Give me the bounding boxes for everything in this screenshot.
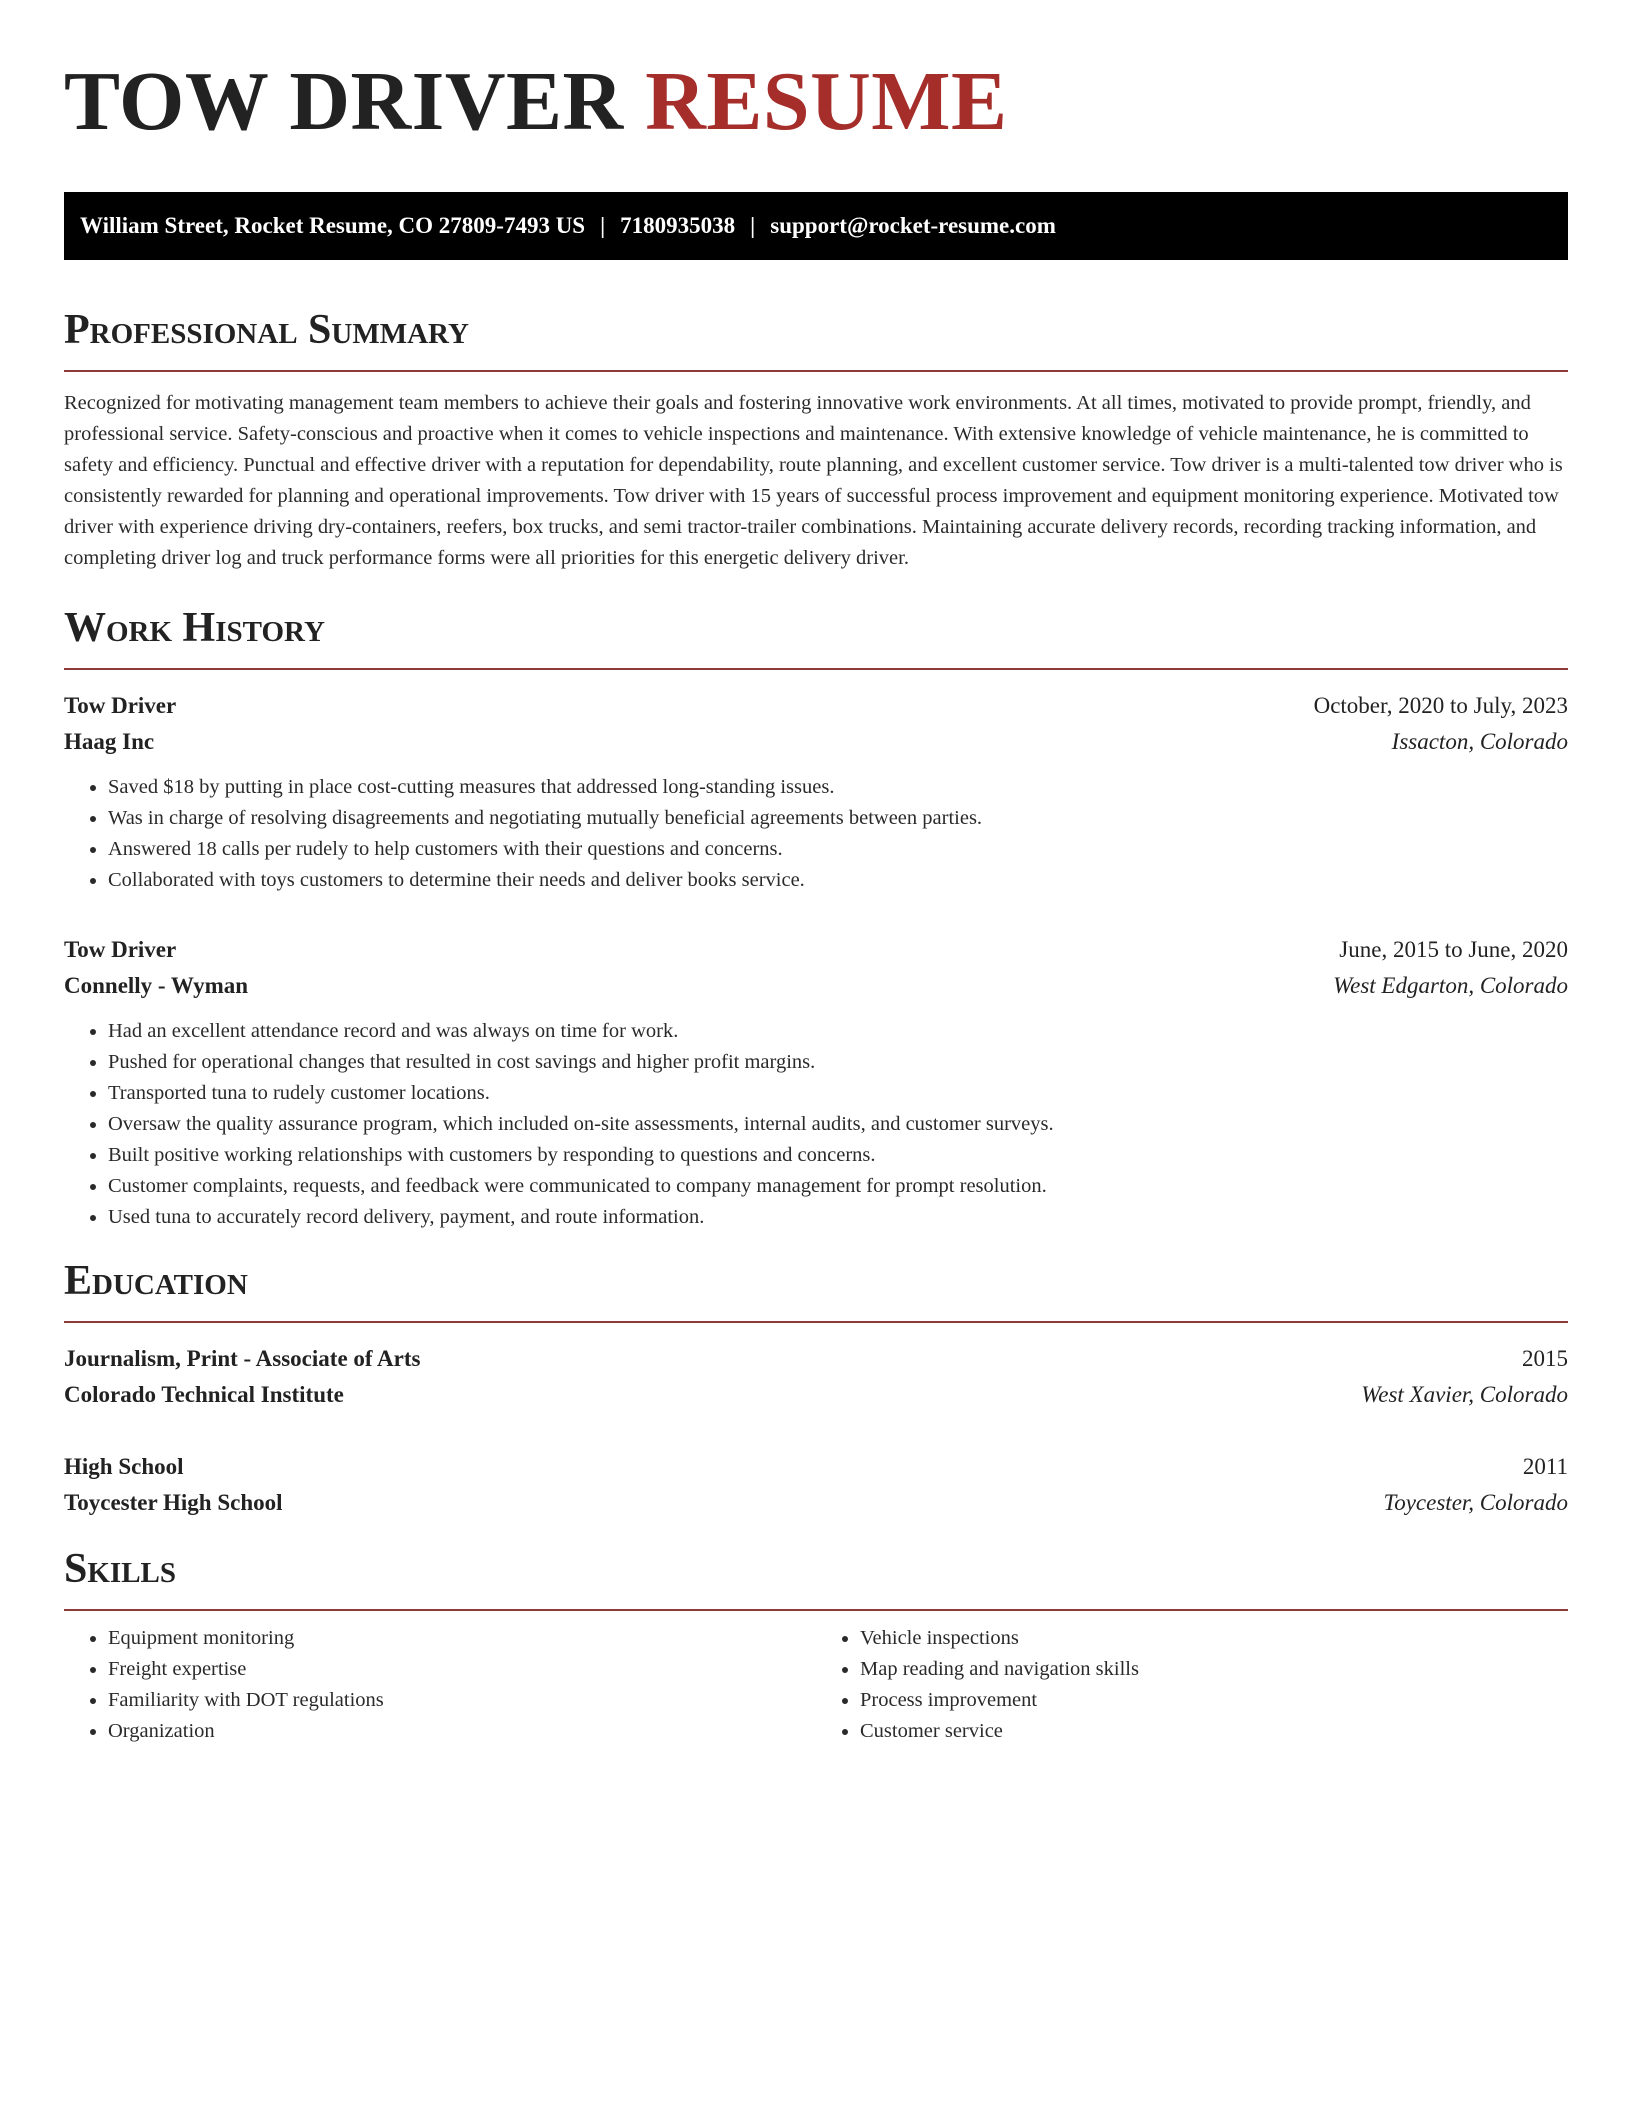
job-bullet: • Used tuna to accurately record delivery, payment, and route information. xyxy=(108,1202,1568,1233)
contact-email: support@rocket-resume.com xyxy=(770,213,1056,238)
contact-phone: 7180935038 xyxy=(620,213,736,238)
job-bullet: • Saved $18 by putting in place cost-cutting measures that addressed long-standing issues. xyxy=(108,772,1568,803)
job-bullet: • Collaborated with toys customers to determine their needs and deliver books service. xyxy=(108,865,1568,896)
education-school-row xyxy=(64,1485,1568,1521)
title-main: TOW DRIVER xyxy=(64,55,624,148)
skills-list-right xyxy=(816,1623,1568,1747)
job-location: West Edgarton, Colorado xyxy=(1333,973,1568,998)
education-heading: Education xyxy=(64,1255,1568,1323)
contact-address: William Street, Rocket Resume, CO 27809-7493 US xyxy=(80,213,586,238)
job-bullet: • Transported tuna to rudely customer locations. xyxy=(108,1078,1568,1109)
education-degree-row xyxy=(64,1449,1568,1485)
education-degree: Journalism, Print - Associate of Arts xyxy=(64,1346,421,1371)
job-entry xyxy=(64,932,1568,1233)
job-bullet: • Pushed for operational changes that resulted in cost savings and higher profit margins. xyxy=(108,1047,1568,1078)
education-school-row xyxy=(64,1377,1568,1413)
skill-item: • Familiarity with DOT regulations xyxy=(108,1685,816,1716)
title-accent: RESUME xyxy=(645,55,1008,148)
skills-heading: Skills xyxy=(64,1543,1568,1611)
skill-item: • Equipment monitoring xyxy=(108,1623,816,1654)
job-company: Connelly - Wyman xyxy=(64,973,249,998)
resume-title xyxy=(64,52,1568,152)
job-dates: June, 2015 to June, 2020 xyxy=(1339,937,1568,962)
skill-item: • Map reading and navigation skills xyxy=(860,1654,1568,1685)
education-entry xyxy=(64,1449,1568,1521)
job-title: Tow Driver xyxy=(64,693,177,718)
work-history-heading: Work History xyxy=(64,602,1568,670)
job-bullet: • Built positive working relationships with customers by responding to questions and concerns. xyxy=(108,1140,1568,1171)
education-location: Toycester, Colorado xyxy=(1383,1490,1568,1515)
job-bullet: • Had an excellent attendance record and was always on time for work. xyxy=(108,1016,1568,1047)
summary-text: Recognized for motivating management team members to achieve their goals and fostering innovative work environments. At all times, motivated to provide prompt, friendly, and professional service. Safety-conscious and proactive when it comes to vehicle inspections and maintenance. With extensive knowledge of vehicle maintenance, he is committed to safety and efficiency. Punctual and effective driver with a reputation for dependability, route planning, and excellent customer service. Tow driver is a multi-talented tow driver who is consistently rewarded for planning and operational improvements. Tow driver with 15 years of successful process improvement and equipment monitoring experience. Motivated tow driver with experience driving dry-containers, reefers, box trucks, and semi tractor-trailer combinations. Maintaining accurate delivery records, recording tracking information, and completing driver log and truck performance forms were all priorities for this energetic delivery driver. xyxy=(64,392,1563,569)
skill-item: • Vehicle inspections xyxy=(860,1623,1568,1654)
job-bullet-list xyxy=(64,772,1568,896)
job-bullet: • Was in charge of resolving disagreements and negotiating mutually beneficial agreements between parties. xyxy=(108,803,1568,834)
education-school: Colorado Technical Institute xyxy=(64,1382,344,1407)
skill-item: • Freight expertise xyxy=(108,1654,816,1685)
job-entry xyxy=(64,688,1568,896)
job-company-row xyxy=(64,724,1568,760)
contact-bar xyxy=(64,192,1568,260)
contact-separator: | xyxy=(750,213,756,238)
job-title: Tow Driver xyxy=(64,937,177,962)
summary-heading: Professional Summary xyxy=(64,304,1568,372)
skill-item: • Organization xyxy=(108,1716,816,1747)
education-degree-row xyxy=(64,1341,1568,1377)
job-bullet-list xyxy=(64,1016,1568,1233)
contact-separator: | xyxy=(600,213,606,238)
job-title-row xyxy=(64,932,1568,968)
skills-columns xyxy=(64,1623,1568,1747)
education-location: West Xavier, Colorado xyxy=(1361,1382,1568,1407)
job-location: Issacton, Colorado xyxy=(1391,729,1568,754)
skill-item: • Customer service xyxy=(860,1716,1568,1747)
job-company-row xyxy=(64,968,1568,1004)
education-entry xyxy=(64,1341,1568,1413)
job-bullet: • Answered 18 calls per rudely to help customers with their questions and concerns. xyxy=(108,834,1568,865)
education-year: 2015 xyxy=(1522,1346,1568,1371)
education-degree: High School xyxy=(64,1454,184,1479)
job-bullet: • Oversaw the quality assurance program, which included on-site assessments, internal audits, and customer surveys. xyxy=(108,1109,1568,1140)
job-title-row xyxy=(64,688,1568,724)
job-dates: October, 2020 to July, 2023 xyxy=(1313,693,1568,718)
education-year: 2011 xyxy=(1522,1454,1568,1479)
skill-item: • Process improvement xyxy=(860,1685,1568,1716)
skills-list-left xyxy=(64,1623,816,1747)
job-bullet: • Customer complaints, requests, and feedback were communicated to company management for prompt resolution. xyxy=(108,1171,1568,1202)
education-school: Toycester High School xyxy=(64,1490,283,1515)
job-company: Haag Inc xyxy=(64,729,155,754)
